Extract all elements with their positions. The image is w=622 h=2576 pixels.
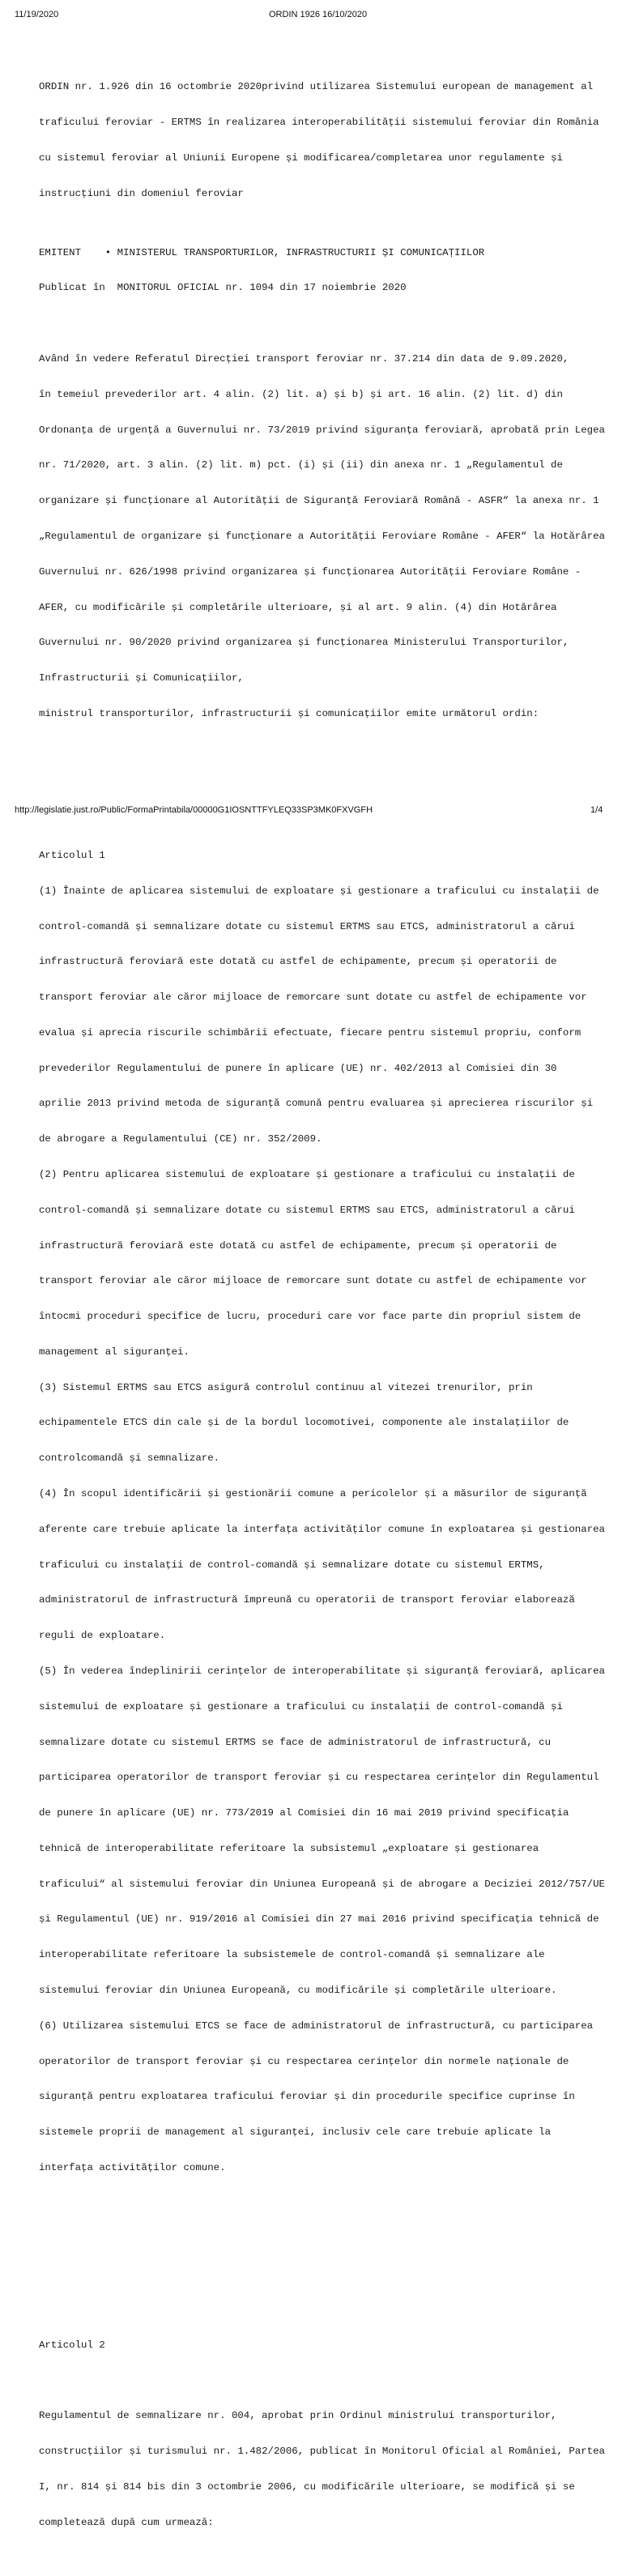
article-heading: Articolul 1 <box>39 849 105 861</box>
text-line: control-comandă și semnalizare dotate cu sistemul ERTMS sau ETCS, administratorul a cărui <box>39 920 575 932</box>
text-line: control-comandă și semnalizare dotate cu sistemul ERTMS sau ETCS, administratorul a cărui <box>39 1204 575 1216</box>
page-number: 1/4 <box>590 805 603 815</box>
text-line: și Regulamentul (UE) nr. 919/2016 al Comisiei din 27 mai 2016 privind specificația tehnică de <box>39 1913 599 1926</box>
text-line: Ordonanța de urgență a Guvernului nr. 73/2019 privind siguranța feroviară, aprobată prin Legea <box>39 424 605 436</box>
text-line: management al siguranței. <box>39 1346 190 1358</box>
spacer <box>39 2375 616 2387</box>
text-line: echipamentele ETCS din cale și de la bordul locomotivei, componente ale instalațiilor de <box>39 1417 569 1429</box>
text-line: (4) În scopul identificării și gestionării comune a pericolelor și a măsurilor de siguranță <box>39 1488 587 1500</box>
preamble-paragraph <box>39 330 616 744</box>
spacer <box>39 2233 616 2245</box>
text-line: Guvernului nr. 90/2020 privind organizarea și funcționarea Ministerului Transporturilor, <box>39 637 569 649</box>
text-line: Infrastructurii și Comunicațiilor, <box>39 672 244 685</box>
text-line: I, nr. 814 și 814 bis din 3 octombrie 2006, cu modificările ulterioare, se modifică și se <box>39 2480 575 2493</box>
text-line: traficului“ al sistemului feroviar din Uniunea Europeană și de abrogare a Deciziei 2012/757/UE <box>39 1878 605 1890</box>
text-line: operatorilor de transport feroviar și cu respectarea cerințelor din normele naționale de <box>39 2055 569 2067</box>
order-title <box>39 58 616 223</box>
text-line: siguranță pentru exploatarea traficului feroviar și din procedurile specifice cuprinse în <box>39 2091 575 2103</box>
order-title-line: instrucțiuni din domeniul feroviar <box>39 187 244 199</box>
text-line: participarea operatorilor de transport feroviar și cu respectarea cerințelor din Regulamentul <box>39 1772 599 1784</box>
source-url-link[interactable]: http://legislatie.just.ro/Public/FormaPrintabila/00000G1IOSNTTFYLEQ33SP3MK0FXVGFH <box>15 805 373 815</box>
print-title: ORDIN 1926 16/10/2020 <box>269 10 368 19</box>
text-line: de punere în aplicare (UE) nr. 773/2019 al Comisiei din 16 mai 2019 privind specificația <box>39 1807 569 1819</box>
article-2 <box>39 2316 616 2553</box>
issuer-line: EMITENT • MINISTERUL TRANSPORTURILOR, INFRASTRUCTURII ȘI COMUNICAȚIILOR <box>39 246 485 258</box>
print-date: 11/19/2020 <box>15 10 59 19</box>
text-line: sistemului feroviar din Uniunea Europeană, cu modificările și completările ulterioare. <box>39 1984 557 1996</box>
spacer <box>39 2268 616 2280</box>
text-line: evalua și aprecia riscurile schimbării efectuate, fiecare pentru sistemul propriu, conform <box>39 1026 582 1039</box>
text-line: infrastructură feroviară este dotată cu astfel de echipamente, precum și operatorii de <box>39 956 557 968</box>
text-line: (3) Sistemul ERTMS sau ETCS asigură controlul continuu al vitezei trenurilor, prin <box>39 1381 533 1393</box>
text-line: interfața activităților comune. <box>39 2161 226 2173</box>
text-line: organizare și funcționare al Autorității de Siguranță Feroviară Română - ASFR“ la anexa nr. 1 <box>39 495 599 507</box>
article-heading: Articolul 2 <box>39 2339 105 2351</box>
text-line: Având în vedere Referatul Direcției transport feroviar nr. 37.214 din data de 9.09.2020, <box>39 353 569 365</box>
text-line: prevederilor Regulamentului de punere în aplicare (UE) nr. 402/2013 al Comisiei din 30 <box>39 1062 557 1074</box>
text-line: semnalizare dotate cu sistemul ERTMS se face de administratorul de infrastructură, cu <box>39 1736 552 1748</box>
text-line: reguli de exploatare. <box>39 1630 166 1642</box>
text-line: ministrul transporturilor, infrastructurii și comunicațiilor emite următorul ordin: <box>39 707 539 719</box>
text-line: traficului cu instalații de control-comandă și semnalizare dotate cu sistemul ERTMS, <box>39 1559 545 1571</box>
text-line: tehnică de interoperabilitate referitoare la subsistemul „exploatare și gestionarea <box>39 1842 539 1854</box>
text-line: Guvernului nr. 626/1998 privind organizarea și funcționarea Autorității Feroviare Române - <box>39 565 582 578</box>
text-line: (1) Înainte de aplicarea sistemului de exploatare și gestionare a traficului cu instalații de <box>39 885 599 897</box>
document-body <box>39 34 616 2576</box>
text-line: aferente care trebuie aplicate la interfața activităților comune în exploatarea și gestionarea <box>39 1523 605 1535</box>
text-line: întocmi proceduri specifice de lucru, proceduri care vor face parte din propriul sistem de <box>39 1311 582 1323</box>
text-line: sistemului de exploatare și gestionare a traficului cu instalații de control-comandă și <box>39 1700 563 1712</box>
text-line: aprilie 2013 privind metoda de siguranță comună pentru evaluarea și aprecierea riscurilor și <box>39 1098 594 1110</box>
text-line: de abrogare a Regulamentului (CE) nr. 352/2009. <box>39 1133 322 1145</box>
text-line: nr. 71/2020, art. 3 alin. (2) lit. m) pct. (i) și (ii) din anexa nr. 1 „Regulamentul de <box>39 459 563 471</box>
text-line: (2) Pentru aplicarea sistemului de exploatare și gestionare a traficului cu instalații de <box>39 1169 575 1180</box>
order-title-line: traficului feroviar - ERTMS în realizarea interoperabilității sistemului feroviar din România <box>39 117 599 129</box>
text-line: controlcomandă și semnalizare. <box>39 1452 220 1465</box>
order-title-line: cu sistemul feroviar al Uniunii Europene și modificarea/completarea unor regulamente și <box>39 151 563 164</box>
text-line: transport feroviar ale căror mijloace de remorcare sunt dotate cu astfel de echipamente vor <box>39 1275 587 1287</box>
text-line: completează după cum urmează: <box>39 2516 214 2528</box>
text-line: infrastructură feroviară este dotată cu astfel de echipamente, precum și operatorii de <box>39 1239 557 1252</box>
text-line: (6) Utilizarea sistemului ETCS se face de administratorul de infrastructură, cu participarea <box>39 2019 594 2032</box>
text-line: Regulamentul de semnalizare nr. 004, aprobat prin Ordinul ministrului transporturilor, <box>39 2410 557 2422</box>
text-line: în temeiul prevederilor art. 4 alin. (2) lit. a) și b) și art. 16 alin. (2) lit. d) din <box>39 388 563 400</box>
text-line: sistemele proprii de management al siguranței, inclusiv cele care trebuie aplicate la <box>39 2126 552 2139</box>
article-1 <box>39 826 616 2198</box>
text-line: interoperabilitate referitoare la subsistemele de control-comandă și semnalizare ale <box>39 1949 545 1961</box>
text-line: (5) În vederea îndeplinirii cerințelor de interoperabilitate și siguranță feroviară, aplicarea <box>39 1665 605 1677</box>
text-line: AFER, cu modificările și completările ulterioare, și al art. 9 alin. (4) din Hotărârea <box>39 601 557 613</box>
text-line: transport feroviar ale căror mijloace de remorcare sunt dotate cu astfel de echipamente vor <box>39 992 587 1004</box>
publication-line: Publicat în MONITORUL OFICIAL nr. 1094 din 17 noiembrie 2020 <box>39 282 407 294</box>
text-line: administratorul de infrastructură împreună cu operatorii de transport feroviar elaborează <box>39 1594 575 1606</box>
spacer <box>39 778 616 791</box>
order-title-line: ORDIN nr. 1.926 din 16 octombrie 2020privind utilizarea Sistemului european de management al <box>39 81 594 93</box>
text-line: „Regulamentul de organizare și funcționare a Autorității Feroviare Române - AFER“ la Hotărârea <box>39 530 605 542</box>
text-line: construcțiilor și turismului nr. 1.482/2006, publicat în Monitorul Oficial al României, Partea <box>39 2446 605 2458</box>
